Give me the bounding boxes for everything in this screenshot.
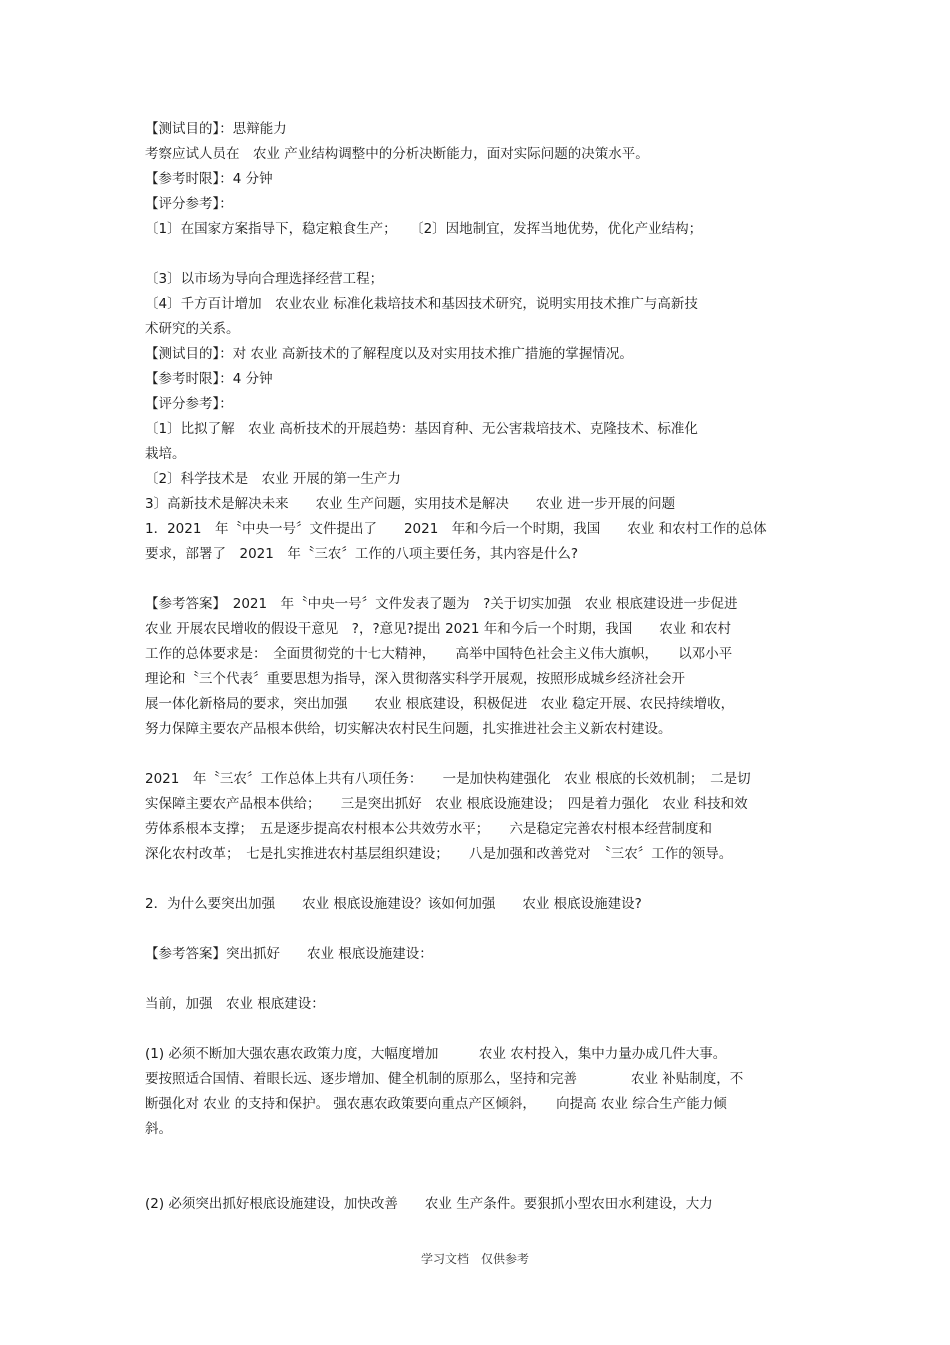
answer-line: 农业 开展农民增收的假设干意见 ?，?意见?提出 2021 年和今后一个时期，我国 农业 和农村 — [145, 621, 732, 637]
text-line: 【参考时限】：4 分钟 — [145, 171, 273, 187]
question-line: 2．为什么要突出加强 农业 根底设施建设？该如何加强 农业 根底设施建设? — [145, 896, 642, 912]
answer-line: (1) 必须不断加大强农惠农政策力度，大幅度增加 农业 农村投入，集中力量办成几件大事。 — [145, 1046, 727, 1062]
answer-line: 【参考答案】突出抓好 农业 根底设施建设： — [145, 946, 433, 962]
answer-line: 理论和〝三个代表〞重要思想为指导，深入贯彻落实科学开展观，按照形成城乡经济社会开 — [145, 671, 685, 687]
answer-line: 劳体系根本支撑； 五是逐步提高农村根本公共效劳水平； 六是稳定完善农村根本经营制度和 — [145, 821, 712, 837]
answer-line: 2021 年〝三农〞工作总体上共有八项任务： 一是加快构建强化 农业 根底的长效机制； 二是切 — [145, 771, 751, 787]
text-line: 术研究的关系。 — [145, 321, 240, 337]
answer-line: 努力保障主要农产品根本供给，切实解决农村民生问题，扎实推进社会主义新农村建设。 — [145, 721, 672, 737]
answer-line: 展一体化新格局的要求，突出加强 农业 根底建设，积极促进 农业 稳定开展、农民持续增收， — [145, 696, 735, 712]
answer-line: 斜。 — [145, 1121, 172, 1137]
text-line: 〔2〕科学技术是 农业 开展的第一生产力 — [145, 471, 401, 487]
answer-line: 断强化对 农业 的支持和保护。 强农惠农政策要向重点产区倾斜， 向提高 农业 综合生产能力倾 — [145, 1096, 727, 1112]
answer-line: 工作的总体要求是： 全面贯彻党的十七大精神， 高举中国特色社会主义伟大旗帜， 以邓小平 — [145, 646, 733, 662]
text-line: 【评分参考】： — [145, 196, 233, 212]
text-line: 【测试目的】：思辩能力 — [145, 121, 287, 137]
answer-line: 要按照适合国情、着眼长远、逐步增加、健全机制的原那么，坚持和完善 农业 补贴制度，不 — [145, 1071, 744, 1087]
text-line: 【参考时限】：4 分钟 — [145, 371, 273, 387]
page-footer: 学习文档 仅供参考 — [420, 1252, 529, 1266]
answer-line: 当前，加强 农业 根底建设： — [145, 996, 325, 1012]
text-line: 【测试目的】：对 农业 高新技术的了解程度以及对实用技术推广措施的掌握情况。 — [145, 346, 633, 362]
text-line: 〔1〕在国家方案指导下，稳定粮食生产； 〔2〕因地制宜，发挥当地优势，优化产业结构； — [145, 221, 703, 237]
text-line: 3〕高新技术是解决未来 农业 生产问题，实用技术是解决 农业 进一步开展的问题 — [145, 496, 676, 512]
answer-line: 【参考答案】 2021 年〝中央一号〞文件发表了题为 ?关于切实加强 农业 根底建设进一步促进 — [145, 596, 738, 612]
text-line: 栽培。 — [145, 446, 186, 462]
question-line: 1．2021 年〝中央一号〞文件提出了 2021 年和今后一个时期，我国 农业 和农村工作的总体 — [145, 521, 767, 537]
text-line: 【评分参考】： — [145, 396, 233, 412]
text-line: 考察应试人员在 农业 产业结构调整中的分析决断能力，面对实际问题的决策水平。 — [145, 146, 649, 162]
text-line: 〔4〕千方百计增加 农业农业 标准化栽培技术和基因技术研究，说明实用技术推广与高新技 — [145, 296, 698, 312]
question-line: 要求，部署了 2021 年〝三农〞工作的八项主要任务，其内容是什么? — [145, 546, 579, 562]
answer-line: (2) 必须突出抓好根底设施建设，加快改善 农业 生产条件。要狠抓小型农田水利建设，大力 — [145, 1196, 713, 1212]
text-line: 〔3〕以市场为导向合理选择经营工程； — [145, 271, 384, 287]
text-line: 〔1〕比拟了解 农业 高析技术的开展趋势：基因育种、无公害栽培技术、克隆技术、标准化 — [145, 421, 698, 437]
answer-line: 深化农村改革； 七是扎实推进农村基层组织建设； 八是加强和改善党对 〝三农〞工作的领导。 — [145, 846, 733, 862]
answer-line: 实保障主要农产品根本供给； 三是突出抓好 农业 根底设施建设； 四是着力强化 农业 科技和效 — [145, 796, 748, 812]
